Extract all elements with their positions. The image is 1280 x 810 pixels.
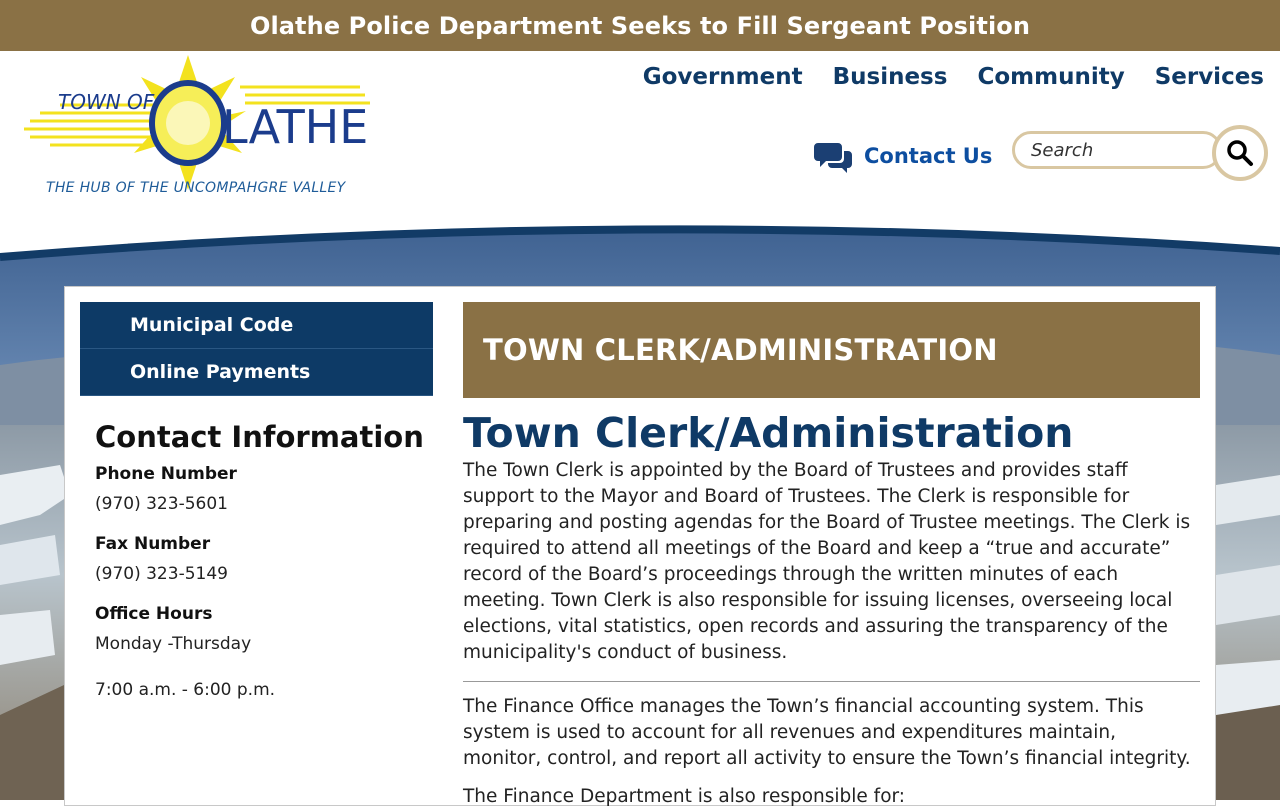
logo-name: LATHE — [222, 100, 369, 154]
phone-number[interactable]: (970) 323-5601 — [95, 494, 228, 514]
chat-bubbles-icon — [814, 139, 854, 173]
alert-banner[interactable] — [0, 0, 1280, 51]
page-banner-title: TOWN CLERK/ADMINISTRATION — [483, 333, 998, 367]
main-nav — [643, 64, 1264, 90]
search-icon — [1226, 139, 1254, 167]
phone-label: Phone Number — [95, 464, 237, 484]
search-box — [1012, 131, 1268, 175]
page-title: Town Clerk/Administration — [463, 409, 1074, 457]
contact-us-label[interactable]: Contact Us — [864, 144, 993, 168]
sidenav-municipal-code[interactable]: Municipal Code — [80, 302, 433, 349]
fax-number: (970) 323-5149 — [95, 564, 228, 584]
contact-info-title: Contact Information — [95, 420, 424, 454]
nav-community[interactable]: Community — [977, 64, 1125, 90]
page-banner — [463, 302, 1200, 398]
alert-text[interactable]: Olathe Police Department Seeks to Fill Sergeant Position — [249, 11, 1031, 40]
logo-tagline: THE HUB OF THE UNCOMPAHGRE VALLEY — [46, 180, 346, 196]
search-input[interactable] — [1012, 131, 1222, 169]
finance-responsibilities-intro: The Finance Department is also responsible for: — [463, 786, 906, 807]
nav-services[interactable]: Services — [1154, 64, 1264, 90]
site-header — [0, 51, 1280, 231]
nav-business[interactable]: Business — [832, 64, 948, 90]
logo-town-of: TOWN OF — [58, 90, 155, 114]
office-hours-label: Office Hours — [95, 604, 213, 624]
search-button[interactable] — [1212, 125, 1268, 181]
office-hours: 7:00 a.m. - 6:00 p.m. — [95, 680, 276, 700]
main-content — [463, 408, 1200, 810]
nav-government[interactable]: Government — [642, 64, 803, 90]
sidenav-online-payments[interactable]: Online Payments — [80, 349, 433, 396]
divider — [463, 681, 1200, 682]
contact-us-link[interactable] — [814, 139, 992, 173]
fax-label: Fax Number — [95, 534, 211, 554]
side-nav — [80, 302, 433, 396]
clerk-paragraph: The Town Clerk is appointed by the Board of Trustees and provides staff support to the Mayor and Board of Trustees. The Clerk is responsible for preparing and posting agendas for the Board of Trustee meetings. The Clerk is required to attend all meetings of the Board and keep a “true and accurate” record of the Board’s proceedings through the written minutes of each meeting. Town Clerk is also responsible for issuing licenses, overseeing local elections, vital statistics, open records and assuring the transparency of the municipality's conduct of business. — [463, 460, 1191, 663]
office-days: Monday -Thursday — [95, 634, 252, 654]
finance-paragraph: The Finance Office manages the Town’s financial accounting system. This system is used to account for all revenues and expenditures maintain, monitor, control, and report all activity to ensure the Town’s financial integrity. — [463, 696, 1191, 769]
contact-information — [95, 420, 425, 720]
